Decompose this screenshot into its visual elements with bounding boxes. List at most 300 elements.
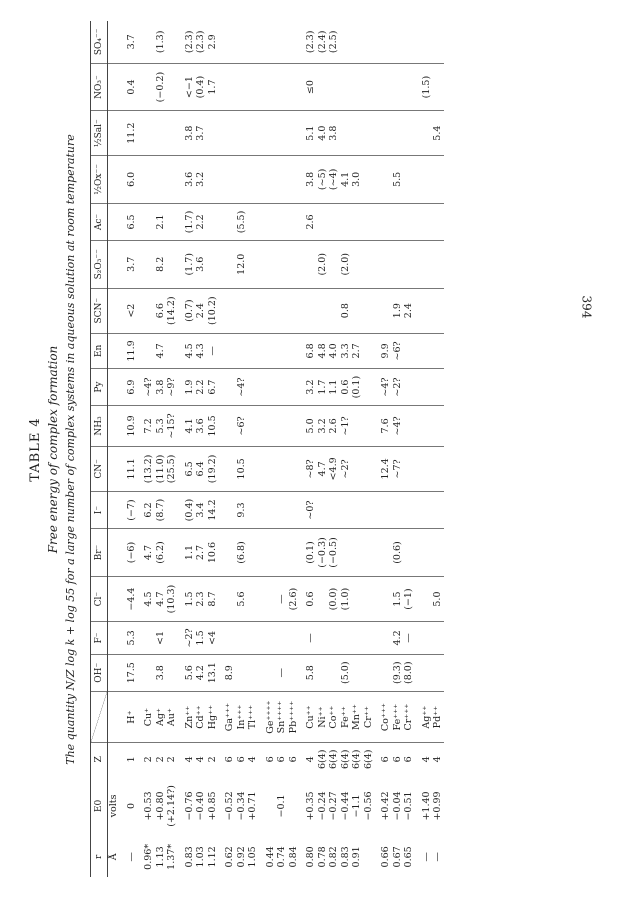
ion-cell: Cr⁺⁺⁺ xyxy=(403,691,415,743)
value-cell: 4.1 xyxy=(340,155,352,203)
value-cell: 10.9 xyxy=(120,406,138,447)
unit-cell xyxy=(108,691,120,743)
value-cell xyxy=(432,203,444,240)
column-header: OH⁻ xyxy=(91,654,108,691)
column-header: Ac⁻ xyxy=(91,203,108,240)
value-cell: +0.85 xyxy=(206,791,218,821)
value-cell: 2.1 xyxy=(155,203,167,240)
value-cell: 6.5 xyxy=(120,203,138,240)
value-cell xyxy=(392,21,404,63)
value-cell xyxy=(218,369,236,406)
value-cell: 1.03 xyxy=(195,846,206,868)
value-cell xyxy=(415,288,433,333)
value-cell xyxy=(363,406,375,447)
value-cell: 9.3 xyxy=(236,492,248,529)
value-cell: 4.7 xyxy=(317,446,329,491)
unit-cell xyxy=(108,743,120,775)
value-cell xyxy=(288,241,300,289)
value-cell: 6.2 xyxy=(137,492,155,529)
value-cell xyxy=(137,203,155,240)
value-cell: ~9? xyxy=(166,369,178,406)
table-row xyxy=(207,21,219,877)
value-cell: (1.7) xyxy=(178,241,196,289)
value-cell xyxy=(340,111,352,155)
value-cell: 6(4) xyxy=(328,749,339,770)
value-cell: 5.8 xyxy=(299,654,317,691)
value-cell: −0.40 xyxy=(195,791,206,821)
ion-cell: Ge⁺⁺⁺⁺ xyxy=(259,691,277,743)
value-cell: 3.8 xyxy=(299,155,317,203)
value-cell xyxy=(288,111,300,155)
value-cell: (5.0) xyxy=(340,654,352,691)
value-cell: 2.2 xyxy=(195,203,207,240)
value-cell: 17.5 xyxy=(120,654,138,691)
value-cell: (2.3) xyxy=(178,21,196,63)
value-cell: (−0.3) xyxy=(317,529,329,577)
value-cell: 8.2 xyxy=(155,241,167,289)
ion-group xyxy=(415,21,444,877)
value-cell: 3.2 xyxy=(195,155,207,203)
column-header: SO₄⁻⁻ xyxy=(91,21,108,63)
value-cell: 0 xyxy=(125,802,137,809)
column-header: Py xyxy=(91,369,108,406)
value-cell xyxy=(415,241,433,289)
value-cell: ~4? xyxy=(236,369,248,406)
value-cell: 3.6 xyxy=(195,241,207,289)
value-cell: 0.44 xyxy=(264,846,276,868)
value-cell: 5.0 xyxy=(299,406,317,447)
value-cell xyxy=(363,492,375,529)
value-cell: 4.3 xyxy=(195,333,207,368)
value-cell xyxy=(288,775,300,836)
value-cell: 5.5 xyxy=(392,155,404,203)
value-cell: (1.3) xyxy=(155,21,167,63)
unit-cell: Å xyxy=(108,853,119,861)
value-cell: 6.6 xyxy=(155,288,167,333)
unit-cell: volts xyxy=(108,794,119,818)
page-number: 394 xyxy=(579,295,594,319)
value-cell: (0.4) xyxy=(195,63,207,111)
value-cell xyxy=(403,203,415,240)
value-cell: 12.0 xyxy=(236,241,248,289)
value-cell: 4 xyxy=(432,756,443,763)
ion-cell: Pd⁺⁺ xyxy=(432,691,444,743)
value-cell xyxy=(363,111,375,155)
value-cell: <4.9 xyxy=(328,446,340,491)
value-cell: 4.2 xyxy=(392,622,404,654)
value-cell xyxy=(276,111,288,155)
value-cell xyxy=(415,446,433,491)
value-cell: 2.2 xyxy=(195,369,207,406)
value-cell: 5.0 xyxy=(432,576,444,621)
value-cell: 0.96* xyxy=(143,843,154,870)
value-cell xyxy=(218,63,236,111)
value-cell xyxy=(137,288,155,333)
value-cell: −0.27 xyxy=(328,791,339,821)
value-cell xyxy=(351,446,363,491)
value-cell: 9.9 xyxy=(374,333,392,368)
value-cell xyxy=(236,155,248,203)
table-subtitle: Free energy of complex formation xyxy=(46,345,60,554)
value-cell: (−1) xyxy=(403,576,415,621)
value-cell xyxy=(299,241,317,289)
value-cell xyxy=(432,155,444,203)
value-cell xyxy=(218,155,236,203)
ion-cell: Ga⁺⁺⁺ xyxy=(218,691,236,743)
value-cell: 11.2 xyxy=(120,111,138,155)
value-cell: (1.0) xyxy=(340,576,352,621)
value-cell: 13.1 xyxy=(207,654,219,691)
value-cell xyxy=(236,111,248,155)
column-header: En xyxy=(91,333,108,368)
value-cell xyxy=(374,63,392,111)
caption-n-over-z: N/Z xyxy=(64,669,77,691)
value-cell: <4 xyxy=(207,622,219,654)
ion-group xyxy=(374,21,415,877)
value-cell xyxy=(351,203,363,240)
value-cell xyxy=(276,21,288,63)
table-row xyxy=(195,21,207,877)
value-cell xyxy=(432,446,444,491)
value-cell: (0.4) xyxy=(178,492,196,529)
value-cell xyxy=(236,288,248,333)
value-cell xyxy=(351,576,363,621)
value-cell xyxy=(340,492,352,529)
value-cell xyxy=(374,492,392,529)
value-cell xyxy=(328,63,340,111)
unit-cell xyxy=(108,21,120,63)
value-cell: (−6) xyxy=(120,529,138,577)
value-cell xyxy=(259,446,277,491)
value-cell: −0.1 xyxy=(276,794,287,818)
value-cell: ~1? xyxy=(340,406,352,447)
value-cell xyxy=(137,155,155,203)
value-cell xyxy=(166,21,178,63)
value-cell xyxy=(247,446,259,491)
ion-cell: Fe⁺⁺ xyxy=(340,691,352,743)
value-cell: 5.3 xyxy=(155,406,167,447)
value-cell xyxy=(247,369,259,406)
value-cell xyxy=(288,622,300,654)
value-cell: 0.6 xyxy=(340,369,352,406)
value-cell: +1.40 xyxy=(420,791,432,821)
value-cell xyxy=(415,492,433,529)
value-cell xyxy=(247,622,259,654)
value-cell xyxy=(218,203,236,240)
column-header: Br⁻ xyxy=(91,529,108,577)
value-cell: 1.5 xyxy=(178,576,196,621)
value-cell xyxy=(247,241,259,289)
value-cell: 3.7 xyxy=(120,241,138,289)
value-cell: ~2? xyxy=(178,622,196,654)
value-cell xyxy=(415,529,433,577)
value-cell: (1.7) xyxy=(178,203,196,240)
value-cell xyxy=(288,203,300,240)
value-cell: 8.9 xyxy=(218,654,236,691)
table-title: TABLE 4 xyxy=(28,417,43,482)
ion-group xyxy=(137,21,178,877)
value-cell xyxy=(363,333,375,368)
unit-cell xyxy=(108,333,120,368)
value-cell xyxy=(403,111,415,155)
value-cell xyxy=(340,21,352,63)
value-cell xyxy=(374,241,392,289)
unit-body xyxy=(108,21,120,877)
value-cell: 0.80 xyxy=(305,846,316,868)
value-cell: 6 xyxy=(235,756,247,763)
value-cell xyxy=(137,654,155,691)
value-cell xyxy=(363,63,375,111)
value-cell: 6 xyxy=(224,756,235,763)
ion-cell: Pb⁺⁺⁺⁺ xyxy=(288,691,300,743)
value-cell xyxy=(137,111,155,155)
value-cell: 6(4) xyxy=(339,749,351,770)
value-cell: 3.8 xyxy=(155,654,167,691)
value-cell: 1.7 xyxy=(317,369,329,406)
unit-cell xyxy=(108,155,120,203)
value-cell xyxy=(259,622,277,654)
value-cell: 6 xyxy=(287,756,299,763)
value-cell xyxy=(207,155,219,203)
ion-cell: In⁺⁺⁺ xyxy=(236,691,248,743)
value-cell xyxy=(363,654,375,691)
value-cell xyxy=(328,654,340,691)
value-cell: −0.04 xyxy=(391,791,403,821)
value-cell xyxy=(415,111,433,155)
value-cell xyxy=(432,369,444,406)
value-cell: 0.84 xyxy=(287,846,299,868)
value-cell: (0.1) xyxy=(351,369,363,406)
value-cell xyxy=(363,369,375,406)
value-cell xyxy=(276,333,288,368)
table-caption xyxy=(64,0,77,899)
value-cell xyxy=(317,492,329,529)
value-cell: 1.12 xyxy=(206,846,218,868)
unit-cell xyxy=(108,576,120,621)
value-cell: 2.7 xyxy=(195,529,207,577)
value-cell: ~4? xyxy=(137,369,155,406)
value-cell xyxy=(374,155,392,203)
table-row xyxy=(403,21,415,877)
unit-row xyxy=(108,21,120,877)
value-cell: 0.62 xyxy=(224,846,235,868)
column-header: Cl⁻ xyxy=(91,576,108,621)
value-cell xyxy=(403,529,415,577)
value-cell xyxy=(351,241,363,289)
value-cell: 11.9 xyxy=(120,333,138,368)
value-cell xyxy=(137,333,155,368)
value-cell: (2.4) xyxy=(317,21,329,63)
value-cell xyxy=(340,529,352,577)
unit-cell xyxy=(108,492,120,529)
value-cell xyxy=(403,63,415,111)
value-cell: 4.5 xyxy=(137,576,155,621)
value-cell: +0.53 xyxy=(143,791,154,821)
value-cell: 3.7 xyxy=(120,21,138,63)
value-cell: 4 xyxy=(183,756,195,763)
value-cell: — xyxy=(432,852,443,862)
value-cell xyxy=(432,21,444,63)
value-cell: 8.7 xyxy=(207,576,219,621)
value-cell: ~15? xyxy=(166,406,178,447)
value-cell: (~4) xyxy=(328,155,340,203)
value-cell xyxy=(340,203,352,240)
value-cell: 6.9 xyxy=(120,369,138,406)
value-cell xyxy=(328,622,340,654)
value-cell: 1.5 xyxy=(392,576,404,621)
ion-cell: Ag⁺ xyxy=(155,691,167,743)
value-cell xyxy=(374,288,392,333)
value-cell xyxy=(351,529,363,577)
value-cell xyxy=(166,155,178,203)
value-cell xyxy=(317,622,329,654)
value-cell xyxy=(259,333,277,368)
value-cell xyxy=(276,492,288,529)
value-cell: 2 xyxy=(206,756,218,763)
value-cell xyxy=(247,21,259,63)
value-cell xyxy=(351,288,363,333)
value-cell: 4.2 xyxy=(195,654,207,691)
value-cell xyxy=(259,63,277,111)
value-cell xyxy=(247,406,259,447)
value-cell xyxy=(363,241,375,289)
value-cell xyxy=(432,63,444,111)
value-cell: (−7) xyxy=(120,492,138,529)
value-cell xyxy=(415,406,433,447)
value-cell: 11.1 xyxy=(120,446,138,491)
value-cell: 6 xyxy=(264,756,276,763)
value-cell: 5.4 xyxy=(432,111,444,155)
value-cell: (2.5) xyxy=(328,21,340,63)
value-cell xyxy=(432,241,444,289)
value-cell: — xyxy=(125,852,137,862)
value-cell xyxy=(259,203,277,240)
table-row xyxy=(328,21,340,877)
value-cell: 4 xyxy=(195,756,206,763)
value-cell xyxy=(288,654,300,691)
value-cell: 1.1 xyxy=(178,529,196,577)
value-cell: (8.7) xyxy=(155,492,167,529)
value-cell xyxy=(207,111,219,155)
value-cell xyxy=(288,492,300,529)
value-cell: +0.42 xyxy=(380,791,391,821)
value-cell xyxy=(288,333,300,368)
value-cell xyxy=(236,654,248,691)
value-cell: 4 xyxy=(247,756,258,763)
value-cell: 6.0 xyxy=(120,155,138,203)
ion-cell: Zn⁺⁺ xyxy=(178,691,196,743)
value-cell xyxy=(317,576,329,621)
value-cell: −0.52 xyxy=(224,791,235,821)
value-cell: 4.7 xyxy=(155,576,167,621)
value-cell xyxy=(166,333,178,368)
value-cell: 6 xyxy=(403,756,414,763)
value-cell xyxy=(218,21,236,63)
value-cell xyxy=(403,21,415,63)
value-cell xyxy=(166,492,178,529)
value-cell: (+2.14?) xyxy=(166,785,177,827)
value-cell: (0.1) xyxy=(299,529,317,577)
value-cell: ~8? xyxy=(299,446,317,491)
value-cell xyxy=(236,333,248,368)
table-row xyxy=(137,21,155,877)
unit-cell xyxy=(108,622,120,654)
value-cell xyxy=(218,288,236,333)
value-cell xyxy=(288,63,300,111)
value-cell: ~7? xyxy=(392,446,404,491)
value-cell xyxy=(432,622,444,654)
value-cell xyxy=(299,288,317,333)
value-cell: −0.76 xyxy=(183,791,195,821)
ion-group xyxy=(259,21,300,877)
ion-cell: Mn⁺⁺ xyxy=(351,691,363,743)
value-cell xyxy=(259,21,277,63)
value-cell xyxy=(218,111,236,155)
value-cell xyxy=(415,369,433,406)
value-cell xyxy=(328,241,340,289)
value-cell: (0.7) xyxy=(178,288,196,333)
value-cell: −0.51 xyxy=(403,791,414,821)
value-cell: 10.5 xyxy=(236,446,248,491)
value-cell: 0.92 xyxy=(235,846,247,868)
value-cell: 6 xyxy=(380,756,391,763)
value-cell xyxy=(259,492,277,529)
value-cell xyxy=(392,63,404,111)
unit-cell xyxy=(108,529,120,577)
value-cell: −4.4 xyxy=(120,576,138,621)
value-cell xyxy=(276,406,288,447)
value-cell: 1.1 xyxy=(328,369,340,406)
value-cell xyxy=(247,155,259,203)
unit-cell xyxy=(108,241,120,289)
value-cell xyxy=(363,837,375,877)
unit-cell xyxy=(108,63,120,111)
value-cell: 0.83 xyxy=(339,846,351,868)
ion-group xyxy=(178,21,219,877)
value-cell: (2.0) xyxy=(317,241,329,289)
value-cell: 1.37* xyxy=(166,843,177,870)
value-cell: 3.8 xyxy=(328,111,340,155)
value-cell: (0.6) xyxy=(392,529,404,577)
value-cell: 2.6 xyxy=(328,406,340,447)
value-cell xyxy=(363,529,375,577)
value-cell: 3.7 xyxy=(195,111,207,155)
ion-cell: Fe⁺⁺⁺ xyxy=(392,691,404,743)
unit-cell xyxy=(108,288,120,333)
value-cell: — xyxy=(276,654,288,691)
value-cell: 3.6 xyxy=(178,155,196,203)
value-cell xyxy=(218,241,236,289)
value-cell xyxy=(432,288,444,333)
value-cell: (5.5) xyxy=(236,203,248,240)
value-cell: 0.4 xyxy=(120,63,138,111)
value-cell xyxy=(207,241,219,289)
value-cell xyxy=(392,241,404,289)
value-cell: ~2? xyxy=(392,369,404,406)
table-row xyxy=(259,21,277,877)
value-cell: ~4? xyxy=(374,369,392,406)
value-cell: (1.5) xyxy=(415,63,433,111)
value-cell: 4.0 xyxy=(328,333,340,368)
unit-cell xyxy=(108,369,120,406)
value-cell xyxy=(155,155,167,203)
value-cell: 5.3 xyxy=(120,622,138,654)
value-cell: 5.1 xyxy=(299,111,317,155)
value-cell: 2.4 xyxy=(403,288,415,333)
value-cell xyxy=(259,288,277,333)
value-cell xyxy=(374,203,392,240)
value-cell xyxy=(166,241,178,289)
